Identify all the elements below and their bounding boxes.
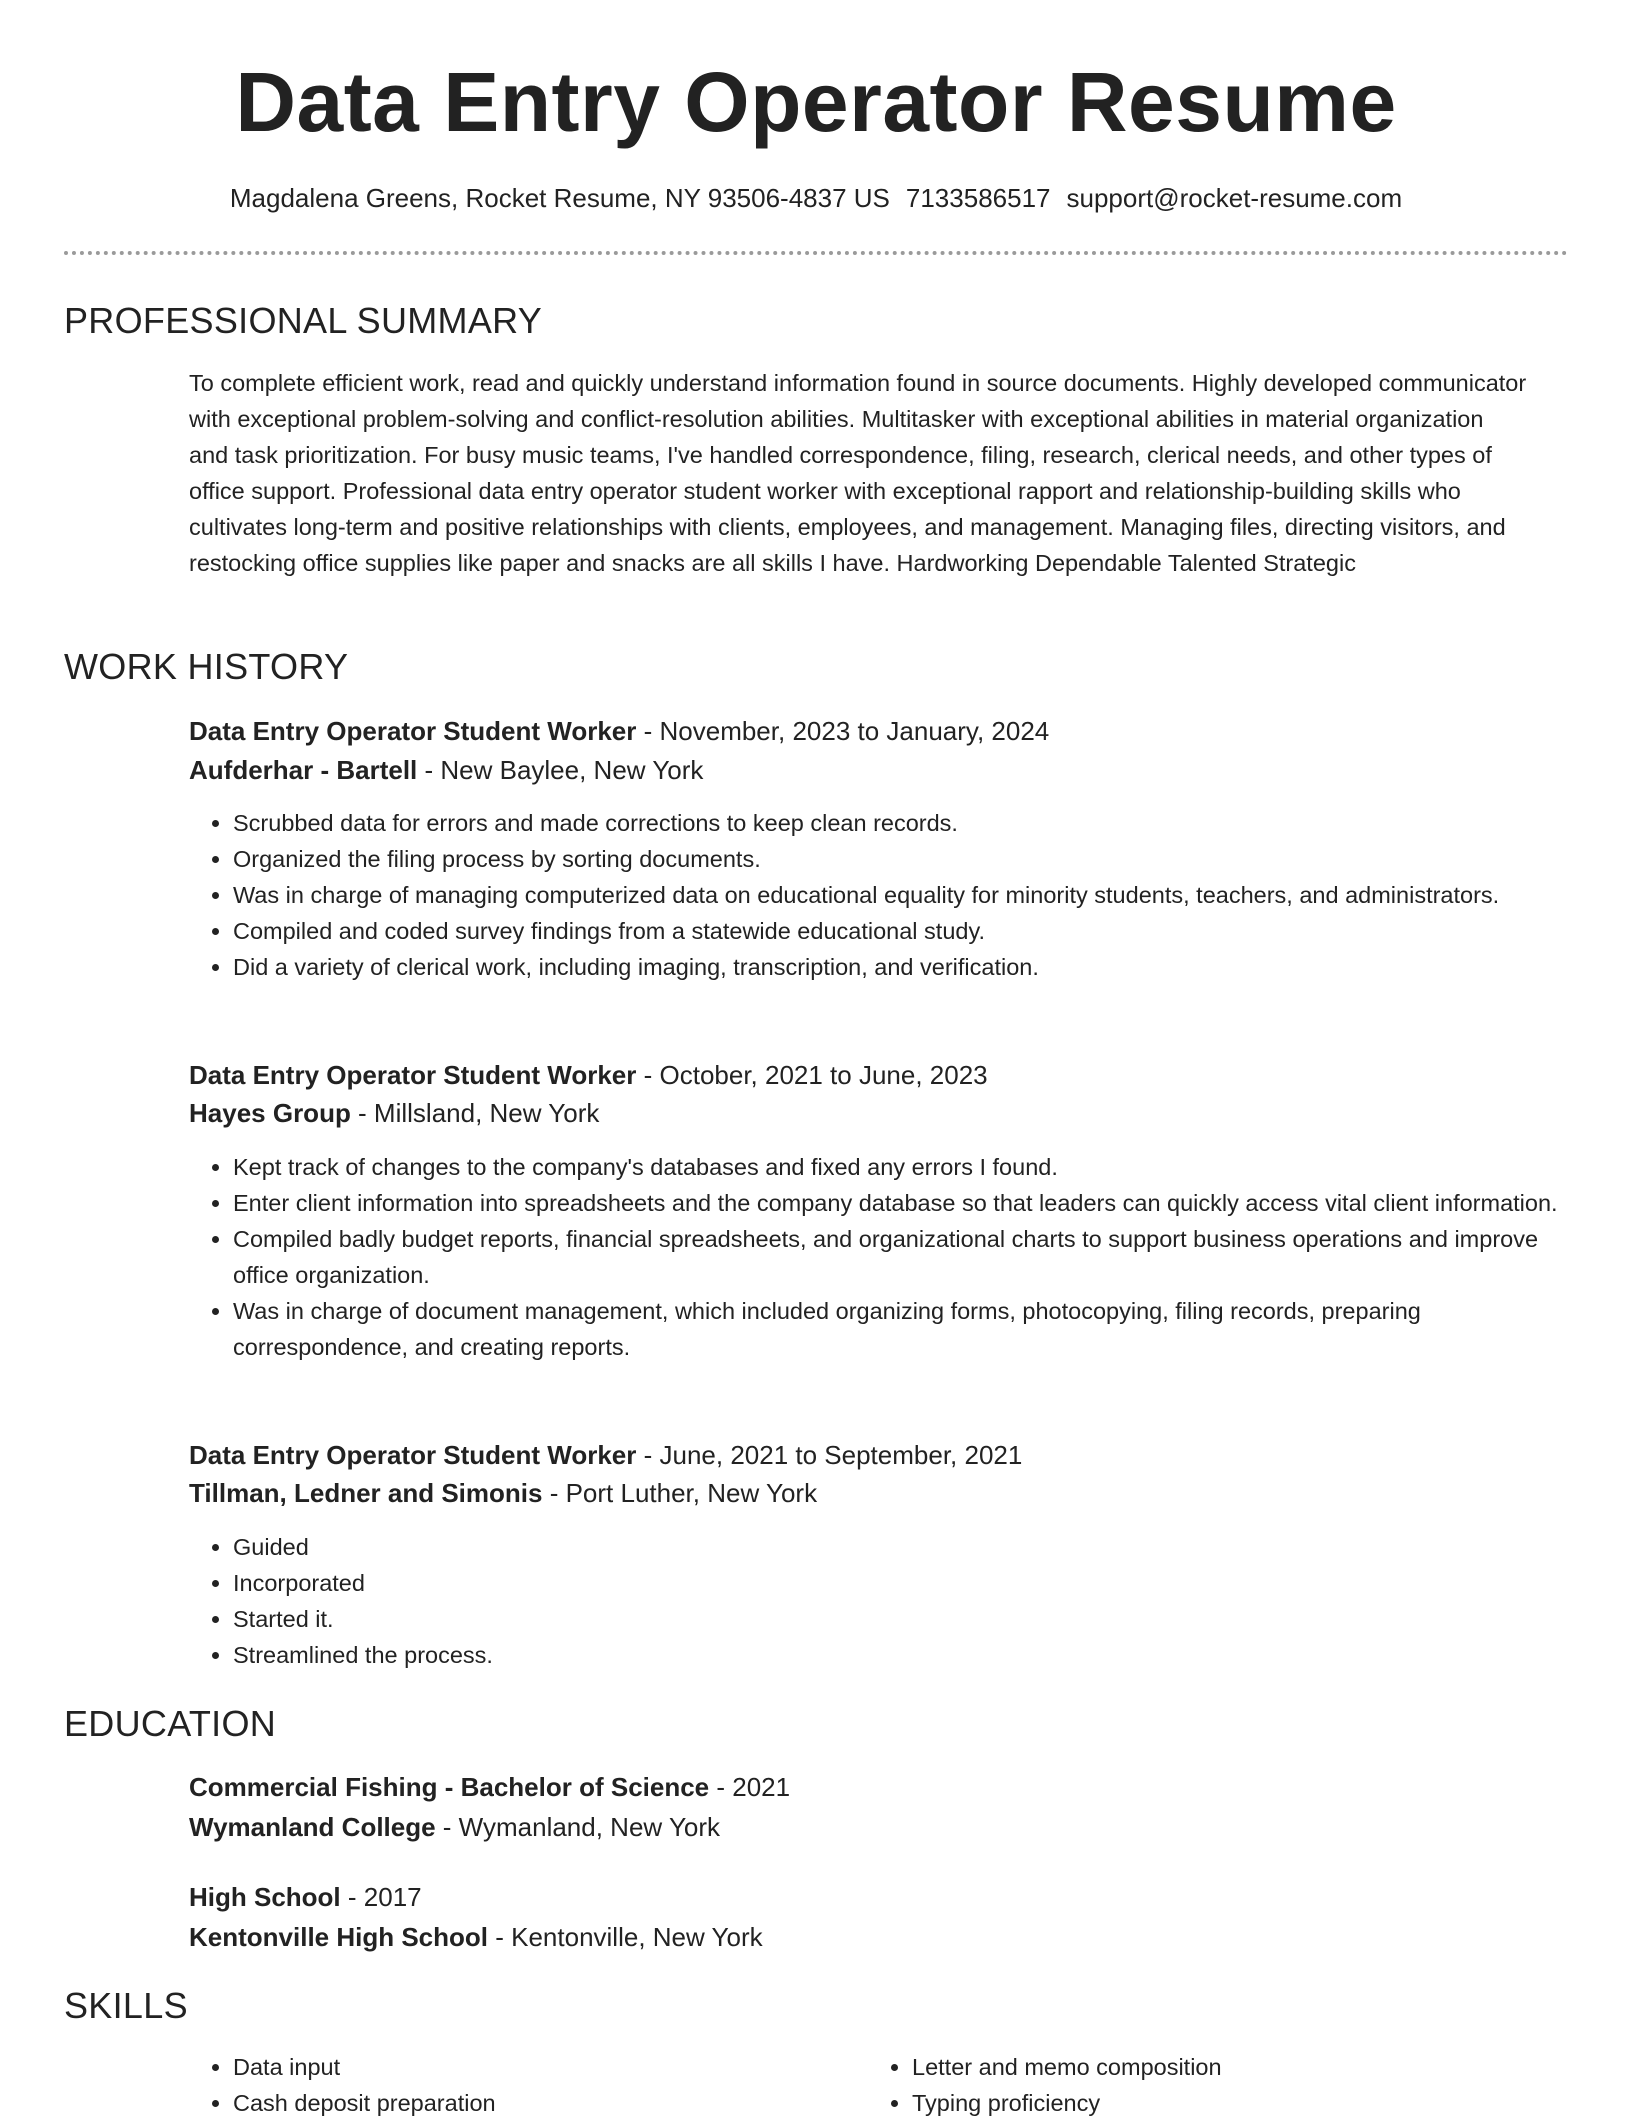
job-company-line: [189, 1095, 599, 1131]
job-bullet: • Incorporated: [233, 1565, 1573, 1601]
education-degree: High School: [189, 1882, 341, 1912]
skills-list-left: [189, 2049, 863, 2121]
education-school-line: [189, 1809, 720, 1845]
job-company-line: [189, 1475, 817, 1511]
education-degree: Commercial Fishing - Bachelor of Science: [189, 1772, 710, 1802]
job-bullets: [189, 805, 1573, 985]
job-bullet: • Guided: [233, 1529, 1573, 1565]
job-title: Data Entry Operator Student Worker: [189, 1060, 637, 1090]
job-bullet: • Compiled and coded survey findings from a statewide educational study.: [233, 913, 1573, 949]
skill-item: • Data input: [233, 2049, 863, 2085]
job-location: - Millsland, New York: [350, 1098, 600, 1128]
skills-list-right: [868, 2049, 1572, 2121]
job-bullet: • Did a variety of clerical work, including imaging, transcription, and verification.: [233, 949, 1573, 985]
job-title-line: [189, 713, 1049, 749]
job-bullet: • Scrubbed data for errors and made corrections to keep clean records.: [233, 805, 1573, 841]
education-school: Kentonville High School: [189, 1922, 489, 1952]
job-title: Data Entry Operator Student Worker: [189, 716, 637, 746]
job-bullets: [189, 1529, 1573, 1673]
job-bullet: • Organized the filing process by sorting documents.: [233, 841, 1573, 877]
job-dates: - June, 2021 to September, 2021: [636, 1440, 1023, 1470]
job-company: Aufderhar - Bartell: [189, 755, 418, 785]
header-divider: [64, 251, 1568, 255]
job-title: Data Entry Operator Student Worker: [189, 1440, 637, 1470]
job-company: Hayes Group: [189, 1098, 351, 1128]
job-company: Tillman, Ledner and Simonis: [189, 1478, 543, 1508]
education-degree-line: [189, 1769, 790, 1805]
skill-item: • Typing proficiency: [912, 2085, 1572, 2121]
job-company-line: [189, 752, 703, 788]
job-bullet: • Started it.: [233, 1601, 1573, 1637]
section-title-skills: SKILLS: [64, 1985, 188, 2026]
job-bullet: • Compiled badly budget reports, financial spreadsheets, and organizational charts to support business operations and improve office organization.: [233, 1221, 1573, 1293]
resume-title: Data Entry Operator Resume: [235, 55, 1397, 149]
job-bullet: • Was in charge of document management, which included organizing forms, photocopying, filing records, preparing correspondence, and creating reports.: [233, 1293, 1573, 1365]
contact-line: [0, 180, 1632, 216]
education-year: - 2021: [709, 1772, 791, 1802]
job-bullets: [189, 1149, 1573, 1365]
education-degree-line: [189, 1879, 422, 1915]
job-location: - New Baylee, New York: [417, 755, 704, 785]
section-title-summary: PROFESSIONAL SUMMARY: [64, 300, 543, 341]
education-school-line: [189, 1919, 763, 1955]
job-dates: - October, 2021 to June, 2023: [636, 1060, 988, 1090]
education-location: - Wymanland, New York: [435, 1812, 721, 1842]
summary-text: To complete efficient work, read and quickly understand information found in source documents. Highly developed communicator with exceptional problem-solving and conflict-resolution abilities. Multitasker with exceptional abilities in material organization and task prioritization. For busy music teams, I've handled correspondence, filing, research, clerical needs, and other types of office support. Professional data entry operator student worker with exceptional rapport and relationship-building skills who cultivates long-term and positive relationships with clients, employees, and management. Managing files, directing visitors, and restocking office supplies like paper and snacks are all skills I have. Hardworking Dependable Talented Strategic: [189, 370, 1527, 576]
section-title-work-history: WORK HISTORY: [64, 646, 349, 687]
contact-email: support@rocket-resume.com: [1066, 183, 1403, 213]
job-bullet: • Streamlined the process.: [233, 1637, 1573, 1673]
job-bullet: • Enter client information into spreadsheets and the company database so that leaders can quickly access vital client information.: [233, 1185, 1573, 1221]
skill-item: • Cash deposit preparation: [233, 2085, 863, 2121]
job-bullet: • Kept track of changes to the company's databases and fixed any errors I found.: [233, 1149, 1573, 1185]
education-school: Wymanland College: [189, 1812, 436, 1842]
job-dates: - November, 2023 to January, 2024: [636, 716, 1050, 746]
contact-phone: 7133586517: [905, 183, 1051, 213]
job-bullet: • Was in charge of managing computerized data on educational equality for minority students, teachers, and administrators.: [233, 877, 1573, 913]
job-title-line: [189, 1057, 988, 1093]
contact-address: Magdalena Greens, Rocket Resume, NY 93506-4837 US: [229, 183, 890, 213]
job-location: - Port Luther, New York: [542, 1478, 818, 1508]
section-title-education: EDUCATION: [64, 1703, 277, 1744]
skill-item: • Letter and memo composition: [912, 2049, 1572, 2085]
education-location: - Kentonville, New York: [488, 1922, 763, 1952]
education-year: - 2017: [340, 1882, 422, 1912]
job-title-line: [189, 1437, 1022, 1473]
